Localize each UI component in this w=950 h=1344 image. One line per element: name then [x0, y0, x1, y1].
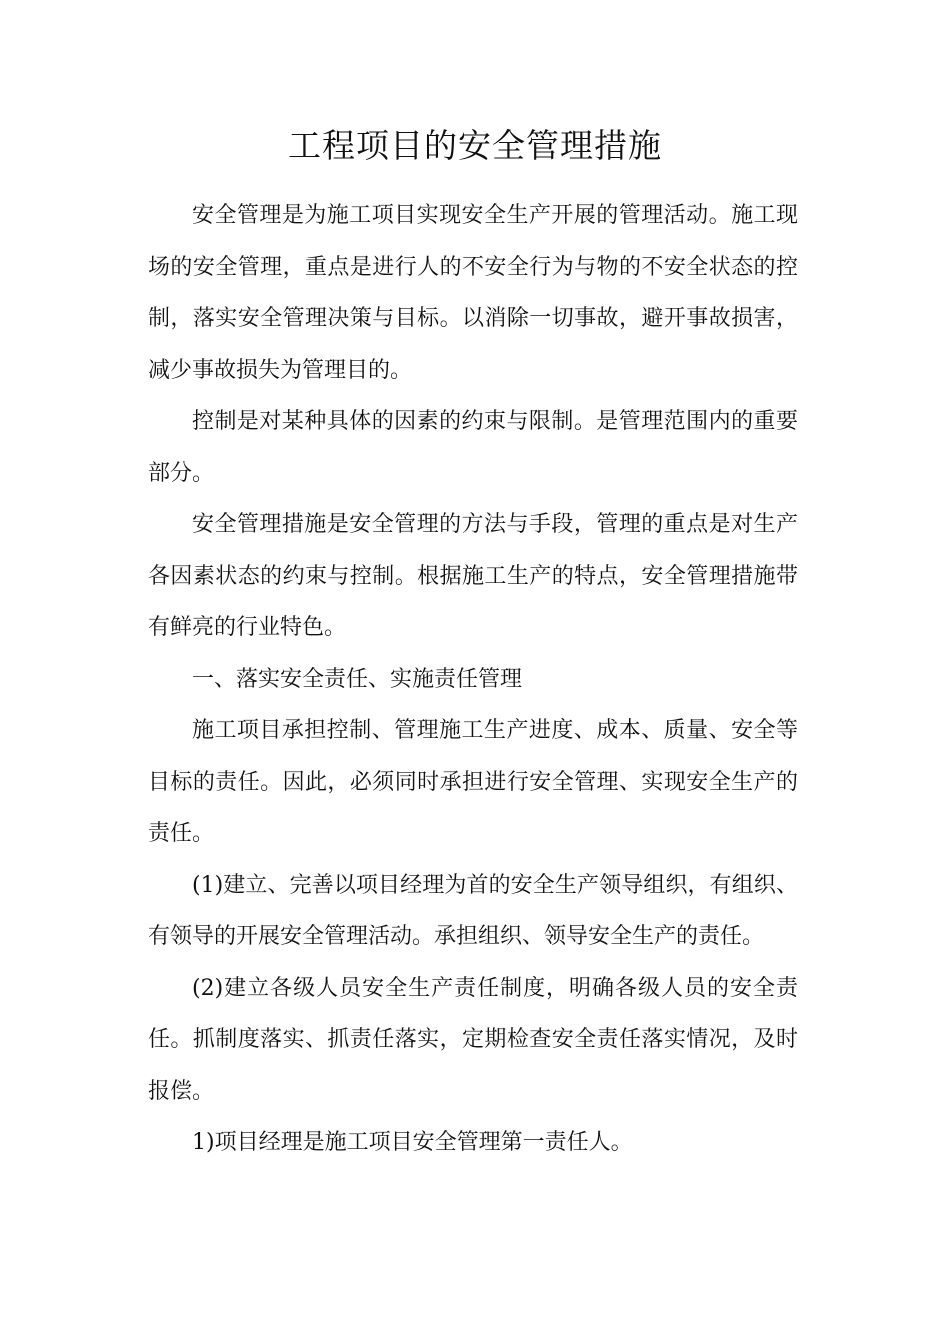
- document-body: [148, 190, 798, 1169]
- list-item-1: (1)建立、完善以项目经理为首的安全生产领导组织，有组织、有领导的开展安全管理活动。承担组织、领导安全生产的责任。: [148, 872, 798, 949]
- paragraph-measures: 安全管理措施是安全管理的方法与手段，管理的重点是对生产各因素状态的约束与控制。根据施工生产的特点，安全管理措施带有鲜亮的行业特色。: [148, 512, 798, 640]
- sub-item-1: 1)项目经理是施工项目安全管理第一责任人。: [192, 1130, 633, 1155]
- paragraph-control-definition: 控制是对某种具体的因素的约束与限制。是管理范围内的重要部分。: [148, 409, 798, 486]
- list-item-2: (2)建立各级人员安全生产责任制度，明确各级人员的安全责任。抓制度落实、抓责任落实，定期检查安全责任落实情况，及时报偿。: [148, 975, 798, 1104]
- paragraph-intro: 安全管理是为施工项目实现安全生产开展的管理活动。施工现场的安全管理，重点是进行人的不安全行为与物的不安全状态的控制，落实安全管理决策与目标。以消除一切事故，避开事故损害，减少事故损失为管理目的。: [148, 203, 798, 383]
- paragraph-responsibility: 施工项目承担控制、管理施工生产进度、成本、质量、安全等目标的责任。因此，必须同时承担进行安全管理、实现安全生产的责任。: [148, 718, 798, 846]
- section-heading-1: 一、落实安全责任、实施责任管理: [192, 666, 523, 692]
- document-title: 工程项目的安全管理措施: [288, 126, 662, 165]
